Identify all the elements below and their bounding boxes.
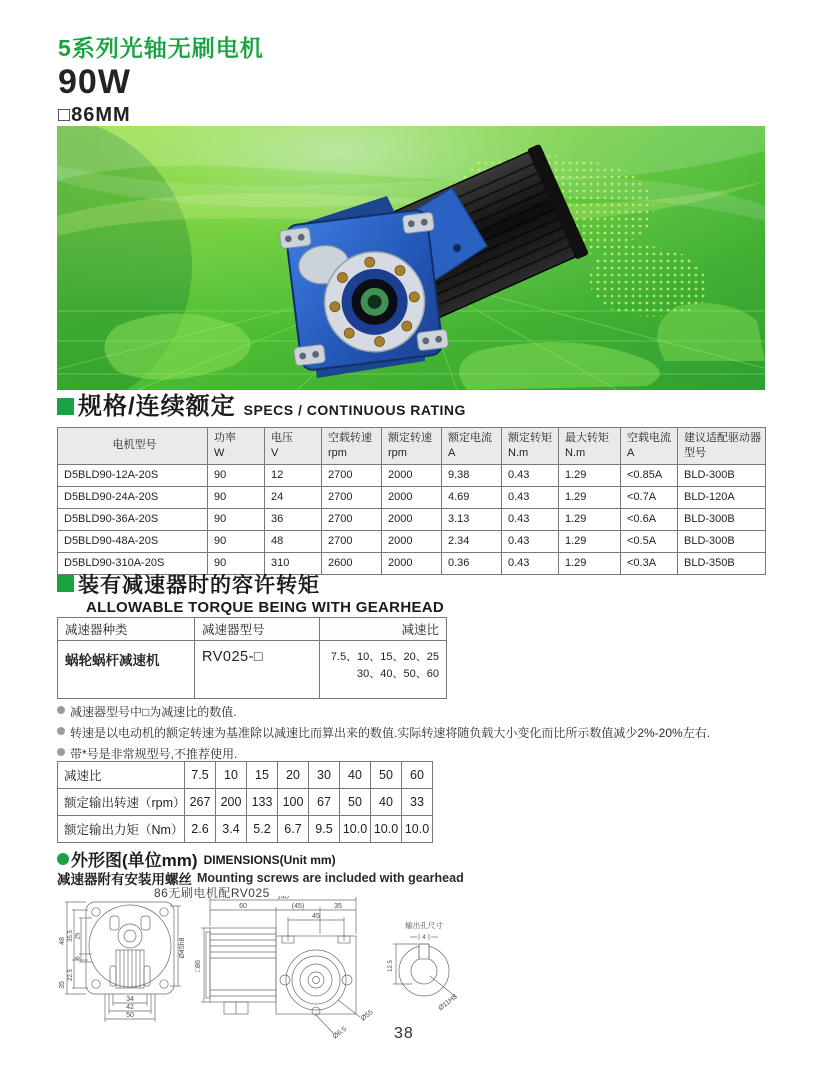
dimensions-subtitle-cn: 减速器附有安装用螺丝 (57, 872, 192, 887)
ratio-cell: 267 (185, 789, 216, 816)
ratio-cell: 33 (402, 789, 433, 816)
spec-cell: 2600 (322, 552, 382, 574)
spec-col-header: 额定转速 rpm (382, 428, 442, 465)
spec-cell: 0.43 (502, 464, 559, 486)
spec-cell: 36 (265, 508, 322, 530)
spec-col-header: 建议适配驱动器型号 (678, 428, 766, 465)
green-dot-icon (57, 853, 69, 865)
dim-12-5: 12.5 (388, 960, 394, 972)
spec-cell: 2000 (382, 552, 442, 574)
spec-cell: BLD-120A (678, 486, 766, 508)
spec-col-header: 额定转矩 N.m (502, 428, 559, 465)
note-item (57, 703, 710, 720)
spec-cell: 4.69 (442, 486, 502, 508)
spec-col-header: 电机型号 (58, 428, 208, 465)
dim-boss-55: Ø55 (359, 1008, 375, 1023)
spec-col-header: 功率 W (208, 428, 265, 465)
ratio-row-label: 额定输出转速（rpm） (58, 789, 185, 816)
spec-cell: D5BLD90-36A-20S (58, 508, 208, 530)
spec-col-header: 空载转速 rpm (322, 428, 382, 465)
note-text: 转速是以电动机的额定转速为基准除以减速比而算出来的数值.实际转速将随负载大小变化而比所示数值减少2%-20%左右. (70, 726, 711, 740)
spec-cell: 90 (208, 508, 265, 530)
spec-table-row (58, 530, 766, 552)
spec-cell: 2700 (322, 508, 382, 530)
ratio-table-row (58, 762, 433, 789)
spec-col-header: 空载电流 A (621, 428, 678, 465)
ratio-cell: 10.0 (371, 816, 402, 843)
dim-25: 25 (75, 932, 82, 940)
note-bullet-icon (57, 748, 65, 756)
dim-flange: Ø45h8 (179, 937, 186, 959)
spec-table (57, 427, 766, 575)
ratio-cell: 30 (309, 762, 340, 789)
spec-cell: <0.5A (621, 530, 678, 552)
note-text: 减速器型号中□为减速比的数值. (70, 705, 237, 719)
ratio-cell: 100 (278, 789, 309, 816)
spec-cell: D5BLD90-24A-20S (58, 486, 208, 508)
gearhead-title-cn: 装有减速器时的容许转矩 (78, 574, 320, 597)
spec-cell: 48 (265, 530, 322, 552)
ratio-cell: 2.6 (185, 816, 216, 843)
spec-cell: 2.34 (442, 530, 502, 552)
gearhead-ratios-line1: 7.5、10、15、20、25 (330, 651, 439, 663)
spec-cell: D5BLD90-12A-20S (58, 464, 208, 486)
dim-42: 42 (126, 1004, 134, 1011)
specs-title-cn: 规格/连续额定 (78, 393, 236, 420)
spec-col-header: 电压 V (265, 428, 322, 465)
gearbox-front (279, 208, 450, 372)
dim-35b: 35 (334, 903, 342, 910)
ratio-cell: 5.2 (247, 816, 278, 843)
dimensions-title-en: DIMENSIONS(Unit mm) (203, 853, 336, 867)
ratio-cell: 6.7 (278, 816, 309, 843)
gearhead-col-type: 减速器种类 (58, 618, 195, 641)
gearhead-title-en: ALLOWABLE TORQUE BEING WITH GEARHEAD (86, 599, 445, 616)
dim-35-5: 35.5 (68, 930, 74, 942)
ratio-cell: 60 (402, 762, 433, 789)
dim-60: 60 (239, 903, 247, 910)
ratio-cell: 3.4 (216, 816, 247, 843)
spec-table-header (58, 428, 766, 465)
dim-22-5: 22.5 (68, 969, 74, 981)
spec-cell: 310 (265, 552, 322, 574)
page-header (58, 30, 264, 127)
spec-cell: 2000 (382, 508, 442, 530)
gearhead-col-ratio: 减速比 (320, 618, 447, 641)
spec-cell: 2700 (322, 530, 382, 552)
ratio-cell: 40 (340, 762, 371, 789)
ratio-cell: 10 (216, 762, 247, 789)
ratio-cell: 50 (371, 762, 402, 789)
ratio-row-label: 减速比 (58, 762, 185, 789)
spec-cell: D5BLD90-310A-20S (58, 552, 208, 574)
spec-col-header: 最大转矩 N.m (559, 428, 621, 465)
spec-cell: 0.43 (502, 508, 559, 530)
spec-cell: 1.29 (559, 464, 621, 486)
spec-cell: BLD-300B (678, 530, 766, 552)
gearhead-table (57, 617, 447, 699)
ratio-table-row (58, 816, 433, 843)
ratio-cell: 200 (216, 789, 247, 816)
ratio-table-row (58, 789, 433, 816)
spec-cell: 12 (265, 464, 322, 486)
ratio-cell: 10.0 (402, 816, 433, 843)
ratio-cell: 10.0 (340, 816, 371, 843)
spec-table-row (58, 486, 766, 508)
gearhead-section-title (57, 575, 444, 616)
spec-cell: 1.29 (559, 486, 621, 508)
note-item (57, 745, 710, 762)
banner-graphic (57, 126, 765, 390)
dim-frame-86: □86 (195, 959, 202, 973)
spec-cell: 2000 (382, 464, 442, 486)
note-text: 带*号是非常规型号,不推荐使用. (70, 747, 238, 761)
spec-cell: 1.29 (559, 530, 621, 552)
ratio-cell: 15 (247, 762, 278, 789)
dimensions-title-cn: 外形图(单位mm) (71, 851, 198, 870)
dim-35: 35 (59, 981, 66, 989)
note-bullet-icon (57, 727, 65, 735)
ratio-table (57, 761, 433, 843)
notes-list (57, 703, 710, 766)
gearhead-ratios (320, 641, 447, 699)
spec-cell: 2700 (322, 464, 382, 486)
dim-50: 50 (126, 1012, 134, 1019)
ratio-cell: 7.5 (185, 762, 216, 789)
ratio-cell: 9.5 (309, 816, 340, 843)
spec-cell: 0.36 (442, 552, 502, 574)
spec-cell: BLD-300B (678, 508, 766, 530)
note-item (57, 724, 710, 741)
spec-cell: 3.13 (442, 508, 502, 530)
spec-cell: 2000 (382, 530, 442, 552)
spec-cell: 1.29 (559, 552, 621, 574)
spec-table-head-row (58, 428, 766, 465)
hero-banner (57, 126, 765, 390)
spec-cell: 90 (208, 486, 265, 508)
spec-cell: 0.43 (502, 486, 559, 508)
dim-6: 6 (75, 956, 82, 960)
ratio-cell: 50 (340, 789, 371, 816)
dim-34: 34 (126, 996, 134, 1003)
spec-table-row (58, 508, 766, 530)
spec-cell: 90 (208, 552, 265, 574)
gearhead-ratios-line2: 30、40、50、60 (357, 668, 439, 681)
specs-title-en: SPECS / CONTINUOUS RATING (243, 402, 466, 419)
dim-bore-11h8: Ø11H8 (437, 993, 459, 1013)
spec-table-row (58, 464, 766, 486)
dim-total-140: 140 (277, 896, 289, 901)
series-title: 5系列光轴无刷电机 (58, 35, 264, 61)
spec-cell: 9.38 (442, 464, 502, 486)
spec-cell: <0.6A (621, 508, 678, 530)
ratio-row-label: 额定输出力矩（Nm） (58, 816, 185, 843)
green-square-icon (57, 398, 74, 415)
spec-cell: <0.7A (621, 486, 678, 508)
spec-cell: 0.43 (502, 552, 559, 574)
spec-col-header: 额定电流 A (442, 428, 502, 465)
ratio-table-body (58, 762, 433, 843)
spec-cell: 90 (208, 530, 265, 552)
green-square-icon (57, 575, 74, 592)
specs-section-title (57, 395, 466, 419)
dimensions-subtitle-en: Mounting screws are included with gearhead (197, 871, 464, 885)
spec-cell: 0.43 (502, 530, 559, 552)
spec-cell: <0.3A (621, 552, 678, 574)
ratio-cell: 40 (371, 789, 402, 816)
dim-key-4: 4 (422, 935, 426, 941)
power-title: 90W (58, 63, 131, 101)
spec-cell: D5BLD90-48A-20S (58, 530, 208, 552)
ratio-cell: 20 (278, 762, 309, 789)
gearhead-model: RV025-□ (195, 641, 320, 699)
gearhead-col-model: 减速器型号 (195, 618, 320, 641)
page-number: 38 (394, 1025, 414, 1042)
dim-48: 48 (59, 937, 66, 945)
spec-cell: 2000 (382, 486, 442, 508)
note-bullet-icon (57, 706, 65, 714)
dim-45p: (45) (291, 903, 305, 910)
gearhead-type: 蜗轮蜗杆减速机 (58, 641, 195, 699)
dim-hole-6-5: Ø6.5 (331, 1025, 349, 1041)
spec-cell: 1.29 (559, 508, 621, 530)
spec-cell: BLD-350B (678, 552, 766, 574)
spec-cell: 2700 (322, 486, 382, 508)
spec-table-body (58, 464, 766, 574)
ratio-cell: 67 (309, 789, 340, 816)
gearhead-row (58, 641, 447, 699)
spec-cell: <0.85A (621, 464, 678, 486)
dim-45: 45 (312, 913, 320, 920)
spec-cell: 24 (265, 486, 322, 508)
spec-cell: BLD-300B (678, 464, 766, 486)
spec-table-row (58, 552, 766, 574)
drawing-caption: 86无刷电机配RV025 (154, 886, 270, 900)
frame-size: □86MM (58, 103, 131, 126)
ratio-cell: 133 (247, 789, 278, 816)
output-hole-title: 输出孔尺寸 (405, 921, 443, 930)
spec-cell: 90 (208, 464, 265, 486)
